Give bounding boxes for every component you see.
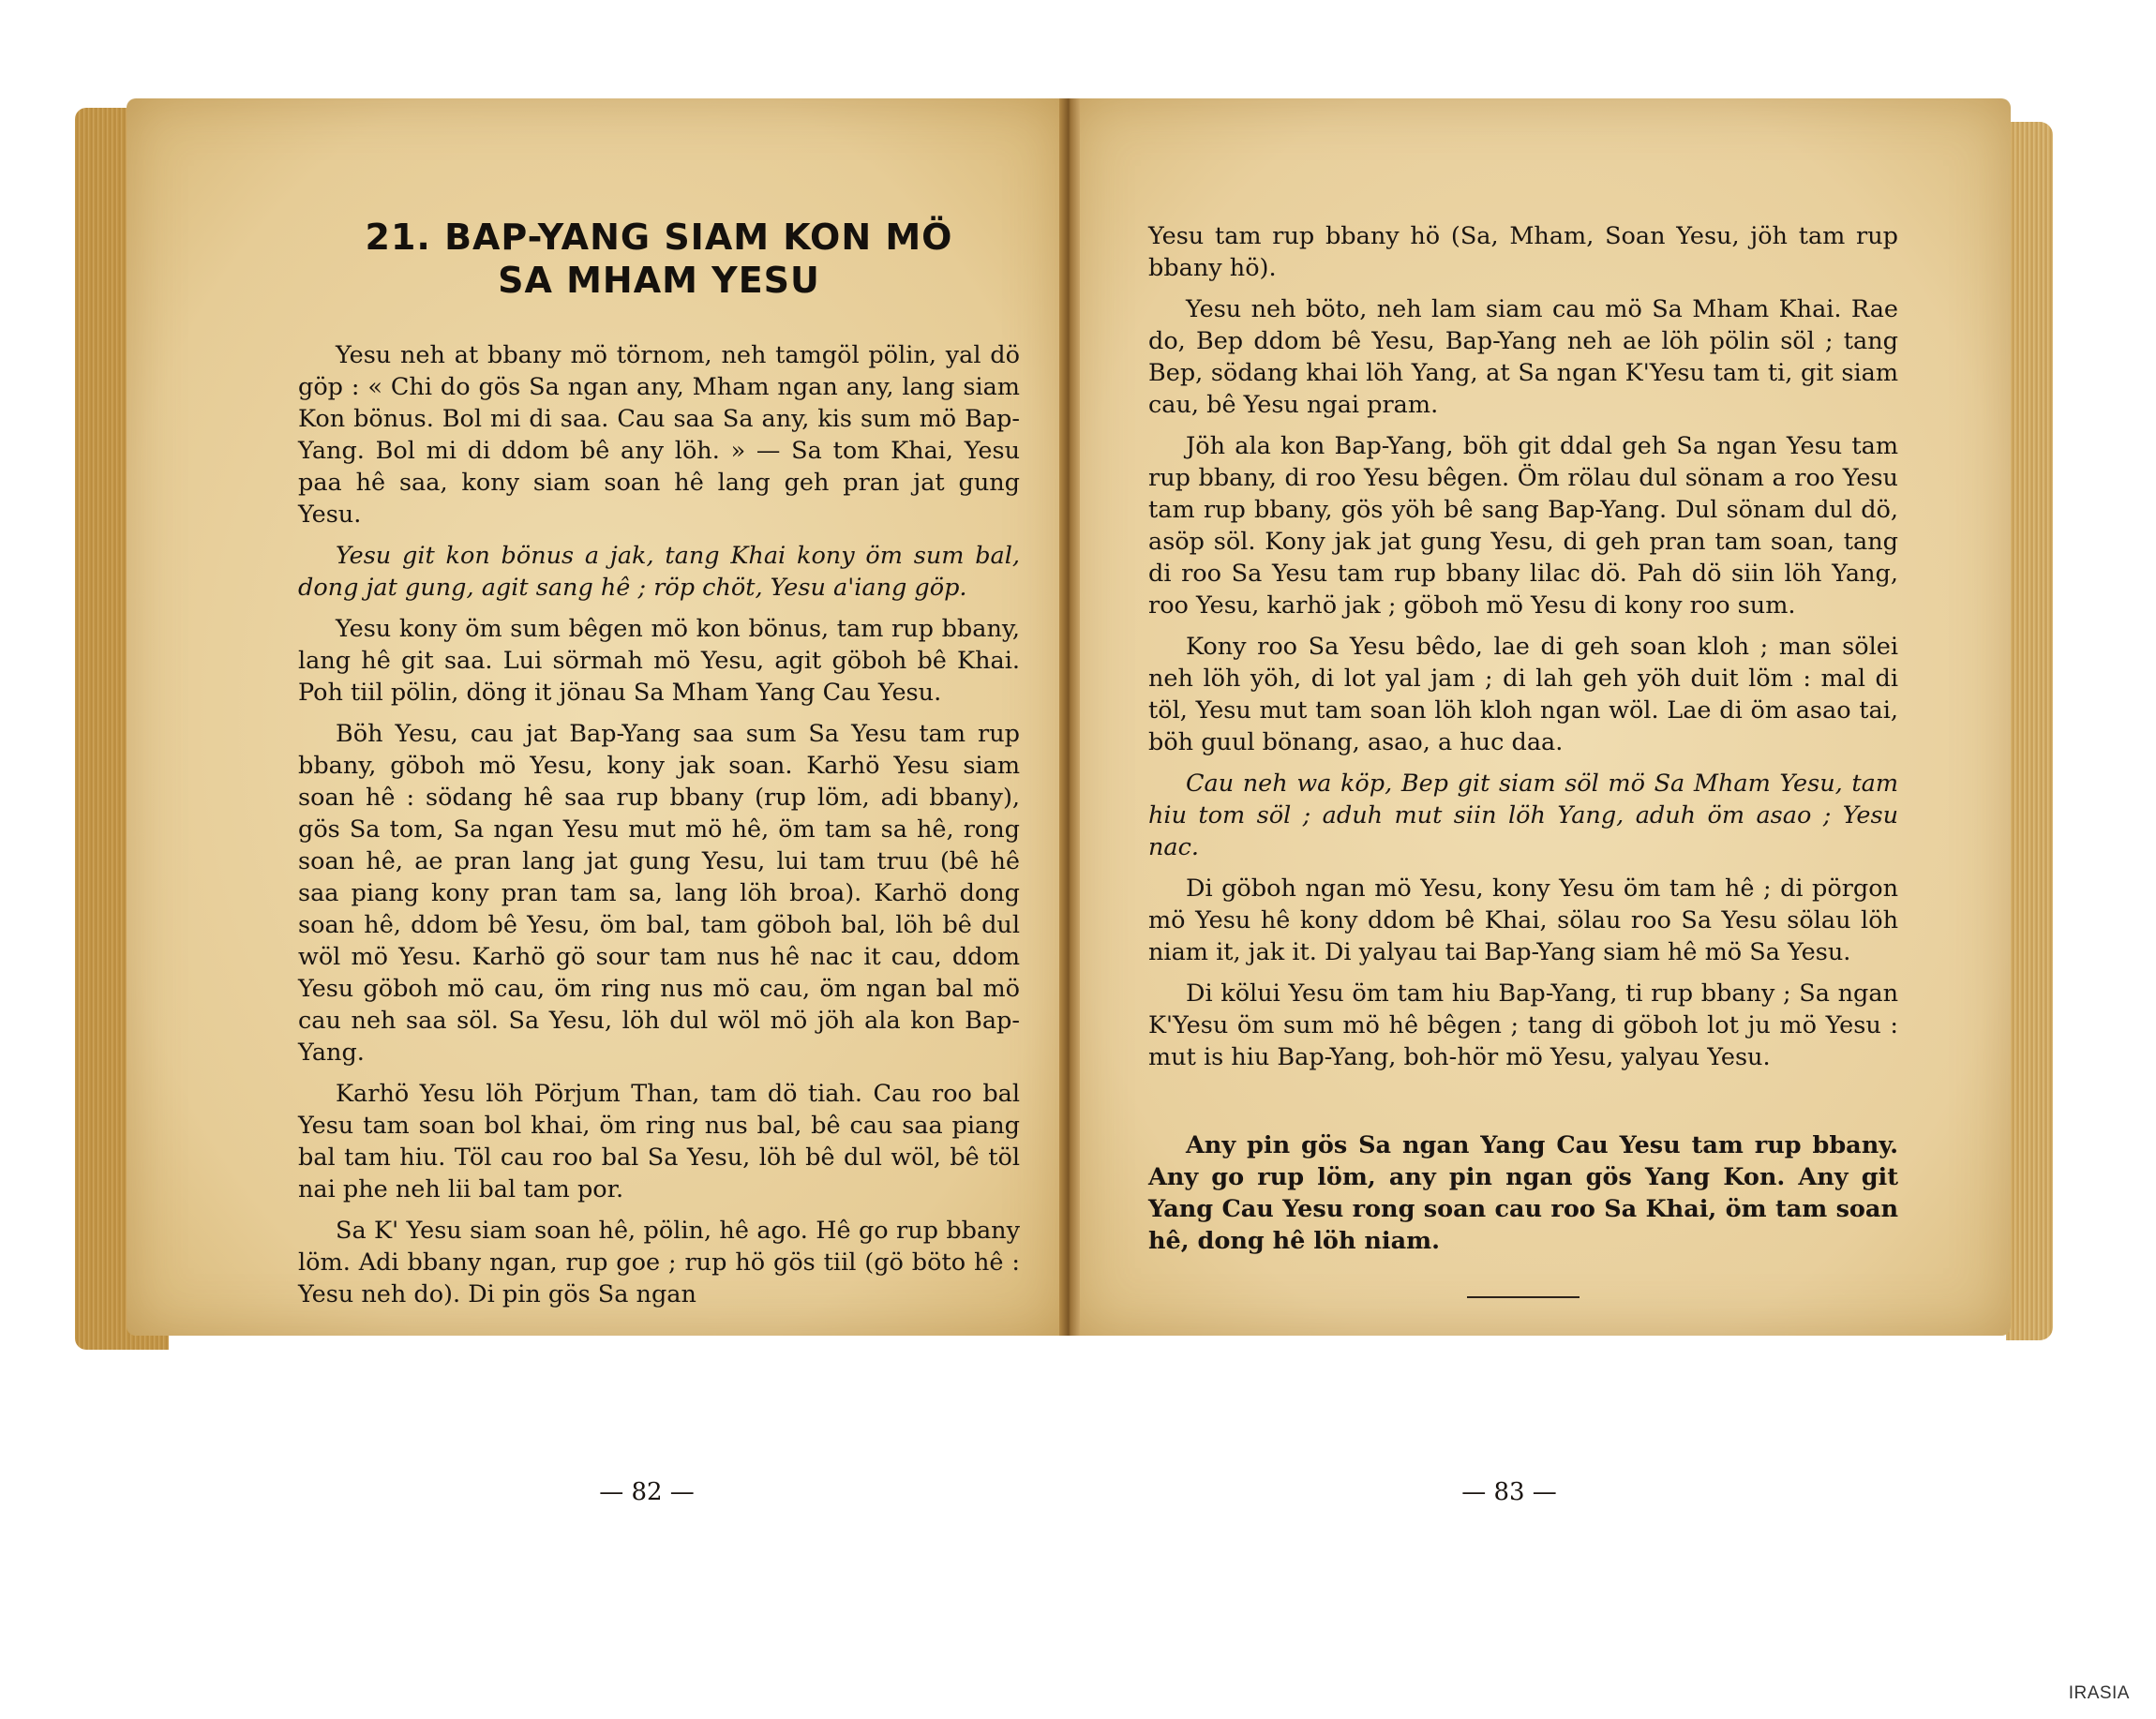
left-paragraph-5: Karhö Yesu löh Pörjum Than, tam dö tiah. Cau roo bal Yesu tam soan bol khai, öm ring nus bal, bê cau saa piang bal tam hiu. Töl cau roo bal Sa Yesu, löh bê dul wöl, bê töl nai phe neh lii bal tam por. — [298, 1080, 1020, 1203]
watermark: IRASIA — [2068, 1683, 2130, 1703]
left-paragraph-1: Yesu neh at bbany mö törnom, neh tamgöl pölin, yal dö göp : « Chi do gös Sa ngan any, Mham ngan any, lang siam Kon bönus. Bol mi di saa. Cau saa Sa any, kis sum mö Bap-Yang. Bol mi di ddom bê any löh. » — Sa tom Khai, Yesu paa hê saa, kony siam soan hê lang geh pran jat gung Yesu. — [298, 341, 1020, 529]
right-paragraph-6: Di göboh ngan mö Yesu, kony Yesu öm tam hê ; di pörgon mö Yesu hê kony ddom bê Khai, sölau roo Sa Yesu sölau löh niam it, jak it. Di yalyau tai Bap-Yang siam hê mö Sa Yesu. — [1148, 874, 1898, 966]
chapter-title-line-1 — [298, 216, 1020, 259]
chapter-title-text-1: BAP-YANG SIAM KON MÖ — [444, 217, 953, 258]
book-gutter — [1059, 98, 1080, 1336]
left-paragraph-4: Böh Yesu, cau jat Bap-Yang saa sum Sa Yesu tam rup bbany, göboh mö Yesu, kony jak soan. Karhö Yesu siam soan hê : södang hê saa rup bbany (rup löm, adi bbany), gös Sa tom, Sa ngan Yesu mut mö hê, öm tam sa hê, rong soan hê, ae pran lang jat gung Yesu, lui tam truu (bê hê saa piang kony pran tam sa, lang löh broa). Karhö dong soan hê, ddom bê Yesu, öm bal, tam göboh bal, löh bê dul wöl mö Yesu. Karhö gö sour tam nus hê nac it cau, ddom Yesu göboh mö cau, öm ring nus mö cau, öm ngan bal mö cau neh saa söl. Sa Yesu, löh dul wöl mö jöh ala kon Bap-Yang. — [298, 720, 1020, 1067]
chapter-heading — [298, 216, 1020, 302]
right-page-text — [1148, 220, 1898, 1298]
left-page-number: — 82 — — [599, 1478, 695, 1506]
chapter-title-line-2: SA MHAM YESU — [498, 260, 820, 301]
right-paragraph-5: Cau neh wa köp, Bep git siam söl mö Sa Mham Yesu, tam hiu tom söl ; aduh mut siin löh Yang, aduh öm asao ; Yesu nac. — [1148, 770, 1898, 861]
right-page-edges — [2006, 122, 2053, 1340]
right-paragraph-7: Di kölui Yesu öm tam hiu Bap-Yang, ti rup bbany ; Sa ngan K'Yesu öm sum mö hê bêgen ; tang di göboh lot ju mö Yesu : mut is hiu Bap-Yang, boh-hör mö Yesu, yalyau Yesu. — [1148, 979, 1898, 1071]
closing-paragraph: Any pin gös Sa ngan Yang Cau Yesu tam rup bbany. Any go rup löm, any pin ngan gös Yang Kon. Any git Yang Cau Yesu rong soan cau roo Sa Khai, öm tam soan hê, dong hê löh niam. — [1148, 1131, 1898, 1255]
left-paragraph-2: Yesu git kon bönus a jak, tang Khai kony öm sum bal, dong jat gung, agit sang hê ; röp chöt, Yesu a'iang göp. — [298, 542, 1020, 602]
right-paragraph-3: Jöh ala kon Bap-Yang, böh git ddal geh Sa ngan Yesu tam rup bbany, di roo Yesu bêgen. Öm rölau dul sönam a roo Yesu tam rup bbany, gös yöh bê sang Bap-Yang. Dul sönam dul dö, asöp söl. Kony jak jat gung Yesu, di geh pran tam soan, tang di roo Sa Yesu tam rup bbany lilac dö. Pah dö siin löh Yang, roo Yesu, karhö jak ; göboh mö Yesu di kony roo sum. — [1148, 432, 1898, 620]
left-page-text — [298, 122, 1020, 1320]
closing-divider — [1467, 1296, 1580, 1298]
left-paragraph-6: Sa K' Yesu siam soan hê, pölin, hê ago. Hê go rup bbany löm. Adi bbany ngan, rup goe ; rup hö gös tiil (gö böto hê : Yesu neh do). Di pin gös Sa ngan — [298, 1217, 1020, 1308]
right-page-number: — 83 — — [1461, 1478, 1557, 1506]
chapter-number: 21. — [365, 217, 431, 258]
right-paragraph-4: Kony roo Sa Yesu bêdo, lae di geh soan kloh ; man sölei neh löh yöh, di lot yal jam ; di lah geh yöh duit löm : mal di töl, Yesu mut tam soan löh kloh ngan wöl. Lae di öm asao tai, böh guul bönang, asao, a huc daa. — [1148, 633, 1898, 756]
right-paragraph-2: Yesu neh böto, neh lam siam cau mö Sa Mham Khai. Rae do, Bep ddom bê Yesu, Bap-Yang neh ae löh pölin söl ; tang Bep, södang khai löh Yang, at Sa ngan K'Yesu tam ti, git siam cau, bê Yesu ngai pram. — [1148, 295, 1898, 419]
right-paragraph-1: Yesu tam rup bbany hö (Sa, Mham, Soan Yesu, jöh tam rup bbany hö). — [1148, 222, 1898, 282]
left-paragraph-3: Yesu kony öm sum bêgen mö kon bönus, tam rup bbany, lang hê git saa. Lui sörmah mö Yesu, agit göboh bê Khai. Poh tiil pölin, döng it jönau Sa Mham Yang Cau Yesu. — [298, 615, 1020, 707]
